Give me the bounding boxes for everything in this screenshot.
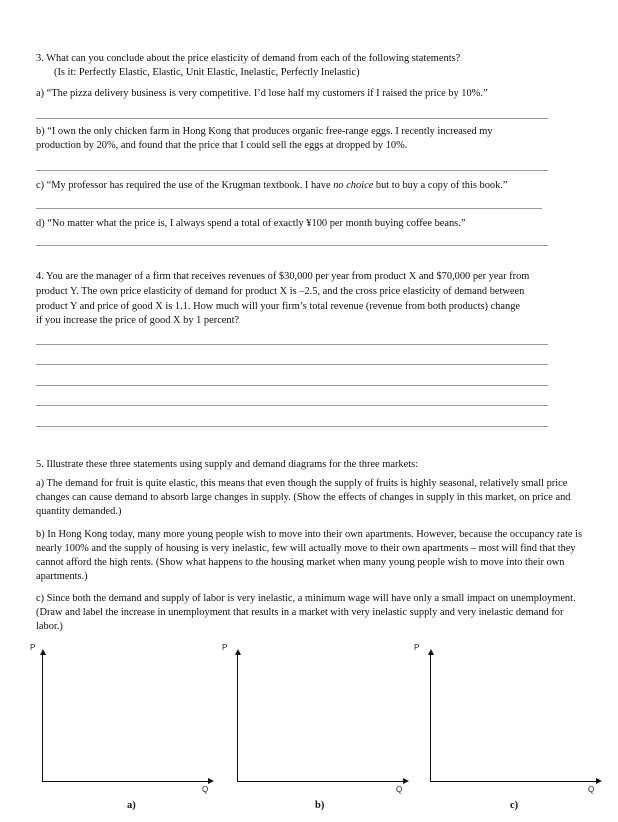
q3-options: (Is it: Perfectly Elastic, Elastic, Unit Elastic, Inelastic, Perfectly Inelastic) xyxy=(54,67,360,78)
q3-c-answer-line[interactable] xyxy=(36,208,542,209)
q3-c-text: c) “My professor has required the use of the Krugman textbook. I have xyxy=(36,180,334,191)
q4-line4: if you increase the price of good X by 1 percent? xyxy=(36,315,240,326)
diagram-b-caption: b) xyxy=(315,800,325,811)
diagram-a-caption: a) xyxy=(127,800,136,811)
diagram-c-y-arrow xyxy=(428,649,434,655)
q4-answer-line-1[interactable] xyxy=(36,344,548,345)
q3-a-answer-line[interactable] xyxy=(36,118,548,119)
diagram-a-y-arrow xyxy=(40,649,46,655)
q3-b-statement-line1: b) “I own the only chicken farm in Hong Kong that produces organic free-range eggs. I recently increased my xyxy=(36,126,493,137)
q4-line1: 4. You are the manager of a firm that receives revenues of $30,000 per year from product X and $70,000 per year from xyxy=(36,271,530,282)
q3-b-statement-line2: production by 20%, and found that the price that I could sell the eggs at dropped by 10%. xyxy=(36,140,408,151)
diagram-c-x-label: Q xyxy=(588,785,595,794)
diagram-b-x-arrow xyxy=(403,778,409,784)
diagram-b-y-arrow xyxy=(235,649,241,655)
q3-d-answer-line[interactable] xyxy=(36,245,548,246)
diagram-b-y-axis xyxy=(237,654,238,781)
diagram-c-caption: c) xyxy=(510,800,519,811)
diagram-a-x-axis xyxy=(42,781,208,782)
diagram-c-y-axis xyxy=(430,654,431,781)
q5-prompt: 5. Illustrate these three statements using supply and demand diagrams for the three markets: xyxy=(36,459,419,470)
q4-answer-line-4[interactable] xyxy=(36,405,548,406)
q3-c-text-end: but to buy a copy of this book.” xyxy=(373,180,508,191)
q4-line2: product Y. The own price elasticity of demand for product X is –2.5, and the cross price elasticity of demand between xyxy=(36,286,525,297)
q4-answer-line-3[interactable] xyxy=(36,385,548,386)
diagram-c-y-label: P xyxy=(414,643,420,652)
diagram-b-y-label: P xyxy=(222,643,228,652)
diagram-b-x-label: Q xyxy=(396,785,403,794)
q5-a-text: a) The demand for fruit is quite elastic, this means that even though the supply of fruits is highly seasonal, relatively small price changes can cause demand to absorb large changes in supply. (Show the effects of changes in supply in this market, on price and quantity demanded.) xyxy=(36,478,571,517)
diagram-a-x-arrow xyxy=(208,778,214,784)
q4-answer-line-2[interactable] xyxy=(36,364,548,365)
q3-c-emphasis: no choice xyxy=(333,180,374,191)
q3-c-statement xyxy=(36,179,508,193)
q5-c-text: c) Since both the demand and supply of labor is very inelastic, a minimum wage will have only a small impact on unemployment. (Draw and label the increase in unemployment that results in a market with very inelastic supply and very inelastic demand for labor.) xyxy=(36,593,576,632)
q4-answer-line-5[interactable] xyxy=(36,426,548,427)
diagram-a-y-label: P xyxy=(30,643,36,652)
q3-a-statement: a) “The pizza delivery business is very competitive. I’d lose half my customers if I raised the price by 10%.” xyxy=(36,88,488,99)
q3-b-answer-line[interactable] xyxy=(36,170,548,171)
diagram-c-x-arrow xyxy=(596,778,602,784)
q5-b-text: b) In Hong Kong today, many more young people wish to move into their own apartments. However, because the occupancy rate is nearly 100% and the supply of housing is very inelastic, few will actually move to their own apartments – most will find that they cannot afford the high rents. (Show what happens to the housing market when many young people wish to move into their own apartments.) xyxy=(36,529,582,582)
diagram-b-x-axis xyxy=(237,781,403,782)
q4-line3: product Y and price of good X is 1.1. How much will your firm’s total revenue (revenue from both products) change xyxy=(36,301,520,312)
q3-d-statement: d) “No matter what the price is, I always spend a total of exactly ¥100 per month buying coffee beans.” xyxy=(36,218,466,229)
diagram-c-x-axis xyxy=(430,781,596,782)
diagram-a-x-label: Q xyxy=(202,785,209,794)
q3-prompt: 3. What can you conclude about the price elasticity of demand from each of the following statements? xyxy=(36,53,461,64)
diagram-a-y-axis xyxy=(42,654,43,781)
